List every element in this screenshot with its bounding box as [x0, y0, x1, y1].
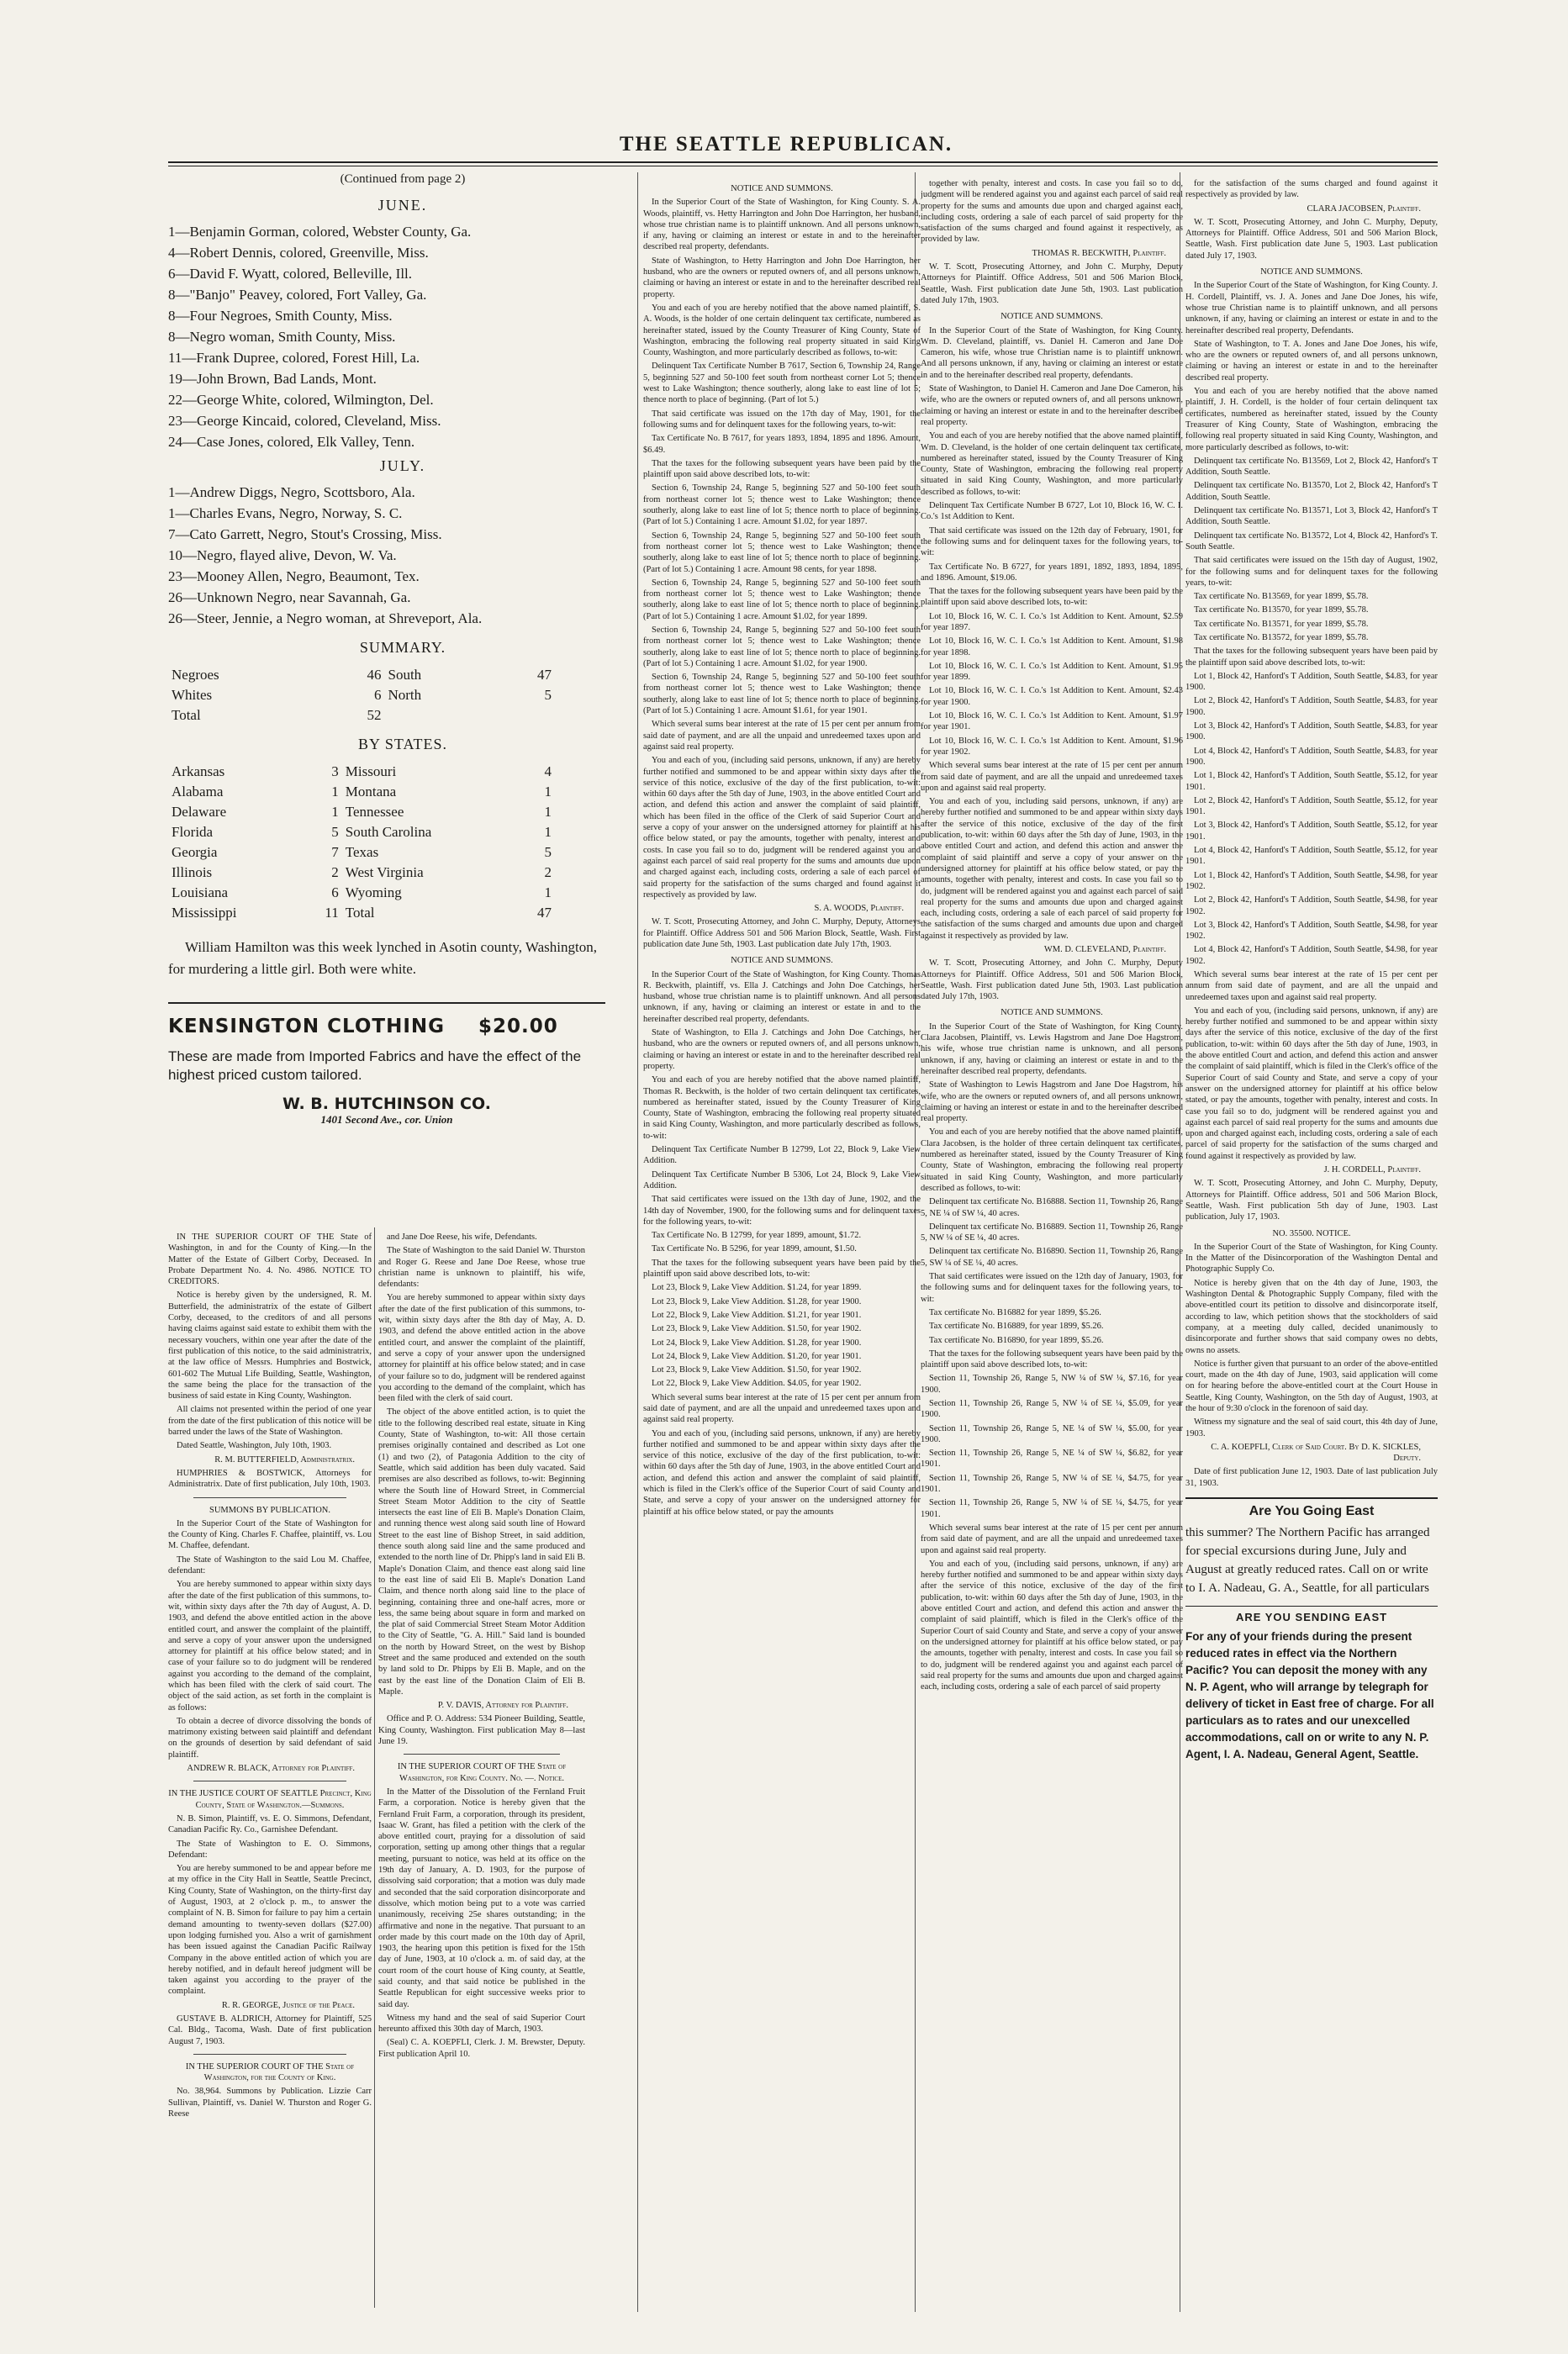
table-cell: North — [388, 687, 422, 703]
table-cell: Tennessee — [345, 804, 404, 820]
lynching-entry: 10—Negro, flayed alive, Devon, W. Va. — [168, 547, 397, 563]
notice-signature: P. V. DAVIS, Attorney for Plaintiff. — [437, 1701, 568, 1711]
table-row — [168, 883, 555, 903]
legal-column-4 — [921, 178, 1183, 2309]
table-cell: 2 — [331, 864, 339, 880]
lynching-entry: 22—George White, colored, Wilmington, Del. — [168, 392, 434, 408]
notice-paragraph: Lot 23, Block 9, Lake View Addition. $1.50, for year 1902. — [652, 1324, 862, 1334]
notice-paragraph: Delinquent tax certificate No. B13569, Lot 2, Block 42, Hanford's T Addition, South Seattle. — [1185, 456, 1438, 478]
notice-paragraph: No. 38,964. Summons by Publication. Lizzie Carr Sullivan, Plaintiff, vs. Daniel W. Thurston and Roger G. Reese — [168, 2087, 372, 2119]
notice-paragraph: W. T. Scott, Prosecuting Attorney, and John C. Murphy, Deputy Attorneys for Plaintiff. Office Address, 501 and 506 Marion Block, Seattle, Wash. First publication date June 5th, 1903. Last publication dated July 17th, 1903. — [921, 262, 1183, 305]
notice-title: NOTICE AND SUMMONS. — [1000, 1008, 1103, 1018]
table-cell: South — [388, 667, 422, 683]
notice-paragraph: In the Superior Court of the State of Washington, for King County. Thomas R. Beckwith, plaintiff, vs. Ella J. Catchings and John Doe Catchings, her husband, whose true christian name is to plaintiff unknown. And all persons unknown, if any, having or claiming an interest or estate in and to the hereinafter described real property, defendants. — [643, 969, 921, 1024]
notice-paragraph: Lot 1, Block 42, Hanford's T Addition, South Seattle, $4.83, for year 1900. — [1185, 671, 1438, 693]
table-row — [168, 705, 555, 726]
notice-paragraph: Section 11, Township 26, Range 5, NW ¼ of SE ¼, $4.75, for year 1901. — [921, 1473, 1183, 1495]
notice-paragraph: Lot 23, Block 9, Lake View Addition. $1.24, for year 1899. — [652, 1283, 862, 1293]
kensington-firm: W. B. HUTCHINSON CO. — [282, 1095, 491, 1113]
notice-paragraph: Lot 10, Block 16, W. C. I. Co.'s 1st Addition to Kent. Amount, $1.98 for year 1898. — [921, 636, 1183, 657]
notice-signature: ANDREW R. BLACK, Attorney for Plaintiff. — [187, 1764, 355, 1774]
notice-paragraph: Lot 3, Block 42, Hanford's T Addition, South Seattle, $4.83, for year 1900. — [1185, 721, 1438, 742]
notice-paragraph: All claims not presented within the period of one year from the date of the first publication of this notice will be barred under the laws of the State of Washington. — [168, 1405, 372, 1438]
notice-paragraph: That the taxes for the following subsequent years have been paid by the plaintiff upon said above described lots, to-wit: — [921, 1349, 1183, 1370]
lynching-entry: 6—David F. Wyatt, colored, Belleville, Ill. — [168, 266, 413, 282]
notice-title: SUMMONS BY PUBLICATION. — [209, 1505, 330, 1515]
table-row — [168, 822, 555, 842]
notice-paragraph: You and each of you, (including said persons, unknown, if any) are hereby further notified and summoned to be and appear within sixty days after the service of this notice, exclusive of the day of the first publication, to-wit: within 60 days after the 5th day of June, 1903, in the above entitled Court and action, and defend this action and answer the complaint of said plaintiff, which is filed in the Clerk's office of the Superior Court of said County and State, and serve a copy of your answer on the undersigned attorney for plaintiff at his office below stated, or pay the amounts, together with penalty, interest and costs. In case you fail so to do, judgment will be rendered against you and against each parcel of said real property for the sums and amounts due upon and charged against each, including costs, ordering a sale of each parcel of said property for the satisfaction of the sums charged and found against it respectively as provided by law. — [1185, 1005, 1438, 1161]
legal-column-5-body — [1185, 178, 1438, 1489]
notice-paragraph: Section 11, Township 26, Range 5, NW ¼ of SW ¼, $7.16, for year 1900. — [921, 1374, 1183, 1395]
notice-paragraph: Which several sums bear interest at the rate of 15 per cent per annum from said date of payment, and are all the unpaid and unredeemed taxes upon and against said real property. — [643, 720, 921, 752]
notice-paragraph: Delinquent Tax Certificate Number B 6727, Lot 10, Block 16, W. C. I. Co.'s 1st Addition to Kent. — [921, 501, 1183, 522]
table-cell: 1 — [544, 884, 552, 900]
notice-paragraph: Lot 10, Block 16, W. C. I. Co.'s 1st Addition to Kent. Amount, $1.97 for year 1901. — [921, 711, 1183, 732]
notice-paragraph: Tax certificate No. B13570, for year 1899, $5.78. — [1194, 605, 1369, 615]
table-row — [168, 842, 555, 863]
going-east-ad — [1185, 1497, 1438, 1597]
notice-signature: S. A. WOODS, Plaintiff. — [814, 904, 904, 914]
notice-paragraph: Tax certificate No. B16882 for year 1899, $5.26. — [929, 1307, 1101, 1317]
legal-column-3 — [643, 178, 921, 2309]
notice-paragraph: together with penalty, interest and costs. In case you fail so to do, judgment will be rendered against you and against each parcel of said real property for the sums and amounts due upon and charged against each, including costs, ordering a sale of each parcel of said property for the satisfaction of the sums charged and found against it respectively, as provided by law. — [921, 179, 1183, 245]
notice-paragraph: (Seal) C. A. KOEPFLI, Clerk. J. M. Brewster, Deputy. First publication April 10. — [378, 2038, 585, 2059]
notice-paragraph: Which several sums bear interest at the rate of 15 per cent per annum from said date of payment, and are all the unpaid and unredeemed taxes upon and against said real property. — [921, 1523, 1183, 1555]
notice-paragraph: In the Matter of the Dissolution of the Fernland Fruit Farm, a corporation. Notice is hereby given that the Fernland Fruit Farm, a corporation, through its president, Isaac W. Grant, has filed a petition with the clerk of the above entitled court, praying for a dissolution of said corporation, setting up among other things that a regular meeting, pursuant to notice, was held at its office on the 19th day of January, A. D. 1903, for the purpose of dissolving said corporation; that a motion was duly made and seconded that the said corporation disincorporate and dissolve, which motion being put to a vote was carried unanimously, receiving 25e shares outstanding; in the affirmative and none in the negative. That pursuant to an order made by this court made on the 10th day of April, 1903, the hearing upon this petition is fixed for the 15th day of June, 1903, at 10 o'clock a. m. of said day, at the court room of the court house of King county, at Seattle, said county, and that said notice be published in the Seattle Republican for eight successive weeks prior to said day. — [378, 1787, 585, 2009]
table-cell: Delaware — [172, 804, 227, 820]
notice-title: NOTICE AND SUMMONS. — [1000, 312, 1103, 322]
notice-paragraph: Lot 23, Block 9, Lake View Addition. $1.50, for year 1902. — [652, 1365, 862, 1375]
notice-paragraph: Section 6, Township 24, Range 5, beginning 527 and 50-100 feet south from northeast corner lot 5; thence west to Lake Washington; thence southerly, along lake to east line of lot 5; thence north to place of beginning. (Part of lot 5.) Containing 1 acre. Amount $1.02, for year 1899. — [643, 578, 921, 621]
notice-divider — [404, 1754, 560, 1755]
lynching-entry: 7—Cato Garrett, Negro, Stout's Crossing, Miss. — [168, 526, 442, 542]
notice-paragraph: You and each of you, (including said persons, unknown, if any) are hereby further notified and summoned to be and appear within sixty days after the service of this notice, exclusive of the day of the first publication, to-wit: within 60 days after the 5th day of June, 1903, in the above entitled Court and action, and defend this action and answer the complaint of said plaintiff, which has been filed in the office of the Clerk of said Superior Court and serve a copy of your answer on the undersigned attorney for plaintiff at his office below stated, or pay the amounts, together with penalty, interest and costs. In case you fail so to do, judgment will be rendered against you and against each parcel of said real property for the sums and amounts due upon and charged against each, including costs, ordering a sale of each parcel of said property for the satisfaction of the sums charged and found against it respectively as provided by law. — [643, 756, 921, 900]
masthead: THE SEATTLE REPUBLICAN. — [619, 133, 953, 156]
table-row — [168, 863, 555, 883]
notice-paragraph: Lot 10, Block 16, W. C. I. Co.'s 1st Addition to Kent. Amount, $1.96 for year 1902. — [921, 736, 1183, 757]
table-cell: Alabama — [172, 784, 224, 800]
summary-heading: SUMMARY. — [359, 639, 446, 656]
notice-paragraph: N. B. Simon, Plaintiff, vs. E. O. Simmons, Defendant, Canadian Pacific Ry. Co., Garnishee Defendant. — [168, 1813, 372, 1835]
continued-note: (Continued from page 2) — [340, 172, 466, 186]
kensington-ad — [168, 1002, 605, 1127]
table-cell: Illinois — [172, 864, 213, 880]
notice-paragraph: That said certificates were issued on the 12th day of January, 1903, for the following sums and for delinquent taxes for the following years, to-wit: — [921, 1272, 1183, 1304]
notice-paragraph: State of Washington, to Daniel H. Cameron and Jane Doe Cameron, his wife, who are the owners or reputed owners of, and all persons unknown, claiming or having an interest or estate in and to the hereinafter described real property. — [921, 384, 1183, 427]
notice-title: IN THE JUSTICE COURT OF SEATTLE Precinct, King County, State of Washington.—Summons. — [168, 1789, 372, 1810]
notice-paragraph: Tax certificate No. B16890, for year 1899, $5.26. — [929, 1335, 1104, 1345]
lynching-entry: 23—Mooney Allen, Negro, Beaumont, Tex. — [168, 568, 420, 584]
notice-paragraph: Section 11, Township 26, Range 5, NE ¼ of SW ¼, $6.82, for year 1901. — [921, 1449, 1183, 1470]
notice-paragraph: Lot 1, Block 42, Hanford's T Addition, South Seattle, $4.98, for year 1902. — [1185, 870, 1438, 891]
states-table — [168, 762, 555, 923]
notice-paragraph: You and each of you are hereby notified that the above named plaintiff, Thomas R. Beckwith, is the holder of two certain delinquent tax certificates, numbered as hereinafter stated, issued by the County Treasurer of King County, State of Washington, embracing the following real property situated in said King County, Washington, and more particularly described as follows, to-wit: — [643, 1075, 921, 1141]
notice-paragraph: Tax certificate No. B13569, for year 1899, $5.78. — [1194, 592, 1369, 602]
table-cell: Louisiana — [172, 884, 229, 900]
notice-paragraph: Lot 3, Block 42, Hanford's T Addition, South Seattle, $4.98, for year 1902. — [1185, 920, 1438, 942]
notice-paragraph: That said certificate was issued on the 12th day of February, 1901, for the following sums and for delinquent taxes for the following years, to-wit: — [921, 525, 1183, 558]
table-cell: 6 — [373, 687, 382, 703]
notice-paragraph: HUMPHRIES & BOSTWICK, Attorneys for Administratrix. Date of first publication, July 10th, 1903. — [168, 1468, 372, 1490]
notice-signature: WM. D. CLEVELAND, Plaintiff. — [1043, 945, 1166, 954]
notice-paragraph: The object of the above entitled action, is to quiet the title to the following described real estate, situate in King County, State of Washington, to-wit: All those certain premises originally contained and described as Lot one (1) and two (2), of Patagonia Addition to the city of Seattle, which said addition has been duly vacated. Said premises are also described as follows, to-wit: Beginning where the South line of Howard Street, in Commercial Street Steam Motor Addition to the city of Seattle intersects the east line of Eli B. Maple's Donation Claim, and running thence west along said south line of Howard Street to the east line of Bishop Street, in said addition, thence south along said line and the same produced and extended to the north line of Dr. Phipp's land in said Eli B. Maple's Donation Claim, and thence east along said line to the east line of said Eli B. Maple's Donation Land Claim, and thence north along said line to the place of beginning, containing three and one-half acres, more or less, the same being about square in form and marked on the plat of said Commercial Street Steam Motor Addition to the City of Seattle, "G. A. Hill." Said land is bounded on the north by Howard Street, on the west by Bishop Street and the same produced and extended on the south by land sold to Dr. Phipps by Eli B. Maple, and on the east by the east line of the Donation Claim of Eli B. Maple. — [378, 1407, 585, 1697]
notice-paragraph: Witness my hand and the seal of said Superior Court hereunto affixed this 30th day of March, 1903. — [378, 2013, 585, 2035]
notice-paragraph: State of Washington, to T. A. Jones and Jane Doe Jones, his wife, who are the owners or reputed owners of, and all persons unknown, claiming or having an interest or estate in and to the hereinafter described real property. — [1185, 339, 1438, 383]
table-cell: Florida — [172, 824, 214, 840]
table-cell: South Carolina — [345, 824, 432, 840]
table-cell: 11 — [325, 905, 339, 921]
table-cell: 47 — [537, 667, 552, 683]
notice-paragraph: Section 6, Township 24, Range 5, beginning 527 and 50-100 feet south from northeast corner lot 5; thence west to Lake Washington; thence southerly, along lake to east line of lot 5; thence north to place of beginning. (Part of lot 5.) Containing 1 acre. Amount $1.02, for year 1897. — [643, 483, 921, 527]
table-cell: Whites — [172, 687, 213, 703]
notice-paragraph: Tax Certificate No. B 7617, for years 1893, 1894, 1895 and 1896. Amount, $6.49. — [643, 434, 921, 455]
notice-paragraph: You and each of you are hereby notified that the above named plaintiff, S. A. Woods, is the holder of one certain delinquent tax certificate, numbered as hereinafter stated, issued by the County Treasurer of King County, State of Washington, embracing the following real property situated in said King County, Washington, and more particularly described as follows, to-wit: — [643, 303, 921, 358]
table-cell: 7 — [331, 844, 339, 860]
july-list — [168, 482, 637, 629]
notice-signature: J. H. CORDELL, Plaintiff. — [1323, 1165, 1421, 1175]
notice-paragraph: Delinquent Tax Certificate Number B 12799, Lot 22, Block 9, Lake View Addition. — [643, 1145, 921, 1166]
notice-paragraph: Which several sums bear interest at the rate of 15 per cent per annum from said date of payment, and are all the unpaid and unredeemed taxes upon and against said real property. — [1185, 970, 1438, 1002]
notice-signature: R. R. GEORGE, Justice of the Peace. — [221, 2000, 355, 2010]
notice-title: NO. 35500. NOTICE. — [1272, 1228, 1351, 1238]
lynching-entry: 4—Robert Dennis, colored, Greenville, Miss. — [168, 245, 429, 261]
table-cell: Negroes — [172, 667, 219, 683]
notice-paragraph: In the Superior Court of the State of Washington, for King County. Clara Jacobsen, Plaintiff, vs. Lewis Hagstrom and Jane Doe Hagstrom, his wife, whose true christian name is unknown, and all persons unknown, if any, having or claiming an interest or estate in and to the hereinafter described real property, defendants. — [921, 1021, 1183, 1076]
table-cell: Wyoming — [345, 884, 402, 900]
notice-paragraph: Tax certificate No. B13571, for year 1899, $5.78. — [1194, 619, 1369, 629]
legal-column-5 — [1185, 178, 1438, 2309]
table-row — [168, 685, 555, 705]
table-cell: Georgia — [172, 844, 218, 860]
table-cell: 1 — [331, 804, 339, 820]
table-cell: 4 — [544, 763, 552, 779]
table-cell: Arkansas — [172, 763, 225, 779]
notice-title: IN THE SUPERIOR COURT OF THE State of Washington, for the County of King. — [185, 2061, 355, 2083]
column-divider — [637, 172, 638, 2312]
notice-paragraph: Delinquent tax certificate No. B13572, Lot 4, Block 42, Hanford's T. South Seattle. — [1185, 530, 1438, 552]
legal-column-1a — [168, 1232, 372, 2308]
column-divider — [374, 1227, 375, 2308]
lynching-entry: 26—Unknown Negro, near Savannah, Ga. — [168, 589, 411, 605]
notice-paragraph: You and each of you are hereby notified that the above named plaintiff, J. H. Cordell, is the holder of four certain delinquent tax certificates, numbered as hereinafter stated, issued by the County Treasurer of King County, State of Washington, embracing the following real property situated in said King County, Washington, and more particularly described as follows, to-wit: — [1185, 387, 1438, 452]
notice-paragraph: Delinquent tax certificate No. B13570, Lot 2, Block 42, Hanford's T Addition, South Seattle. — [1185, 481, 1438, 502]
notice-signature: CLARA JACOBSEN, Plaintiff. — [1307, 203, 1421, 214]
notice-paragraph: Lot 10, Block 16, W. C. I. Co.'s 1st Addition to Kent. Amount, $2.43 for year 1900. — [921, 686, 1183, 707]
table-cell: 1 — [544, 824, 552, 840]
notice-paragraph: Delinquent Tax Certificate Number B 7617, Section 6, Township 24, Range 5, beginning 527 and 50-100 feet south from northeast corner Lot 5; thence west to Lake Washington; thence southerly, along lake to east line of lot 5; thence north to place of beginning. (Part of lot 5.) — [643, 362, 921, 405]
lynching-entry: 1—Benjamin Gorman, colored, Webster County, Ga. — [168, 224, 472, 240]
notice-paragraph: You and each of you are hereby notified that the above named plaintiff, Wm. D. Cleveland, is the holder of one certain delinquent tax certificate, numbered as hereinafter stated, issued by the County Treasurer of King County, State of Washington, embracing the following real property situated in said King County, Washington, and more particularly described as follows, to-wit: — [921, 431, 1183, 497]
notice-paragraph: You and each of you, including said persons, unknown, if any) are hereby further notified and summoned to be and appear within sixty days after the service of this notice, exclusive of the day of the first publication, to-wit: within 60 days after the 5th day of June, 1903, in the above entitled Court and action, and defend this action and answer the complaint of said plaintiff and serve a copy of your answer on the undersigned attorney for plaintiff at his office below stated, or pay the amounts, together with penalty, interest and costs. In case you fail so to do, judgment will be rendered against you and against each parcel of said real property for the sums and amounts due upon and charged against each, including costs, ordering a sale of each parcel of said property for the satisfaction of the sums charged and amounts due upon and charged against it respectively as provided by law. — [921, 797, 1183, 941]
table-cell: 3 — [331, 763, 339, 779]
notice-paragraph: That said certificates were issued on the 13th day of June, 1902, and the 14th day of November, 1900, for the following sums and for delinquent taxes for the following years, to-wit: — [643, 1195, 921, 1227]
notice-signature: THOMAS R. BECKWITH, Plaintiff. — [1032, 248, 1166, 258]
notice-paragraph: Lot 1, Block 42, Hanford's T Addition, South Seattle, $5.12, for year 1901. — [1185, 771, 1438, 792]
notice-signature: C. A. KOEPFLI, Clerk of Said Court. By D. K. SICKLES, Deputy. — [1211, 1442, 1421, 1464]
notice-paragraph: Lot 4, Block 42, Hanford's T Addition, South Seattle, $4.98, for year 1902. — [1185, 945, 1438, 966]
notice-paragraph: Section 6, Township 24, Range 5, beginning 527 and 50-100 feet south from northeast corner lot 5; thence west to Lake Washington; thence southerly, along lake to east line of lot 5; thence north to place of beginning. (Part of lot 5.) Containing 1 acre. Amount 98 cents, for year 1898. — [643, 530, 921, 574]
notice-paragraph: Section 6, Township 24, Range 5, beginning 527 and 50-100 feet south from northeast corner lot 5; thence west to Lake Washington; thence southerly, along lake to east line of lot 5; thence north to place of beginning. (Part of lot 5.) Containing 1 acre. Amount $1.61, for year 1901. — [643, 673, 921, 716]
notice-paragraph: Lot 4, Block 42, Hanford's T Addition, South Seattle, $4.83, for year 1900. — [1185, 746, 1438, 767]
lynching-entry: 19—John Brown, Bad Lands, Mont. — [168, 371, 377, 387]
notice-paragraph: That the taxes for the following subsequent years have been paid by the plaintiff upon said above described lots, to-wit: — [643, 458, 921, 480]
masthead-rule — [168, 161, 1438, 163]
lynching-entry: 11—Frank Dupree, colored, Forest Hill, La. — [168, 350, 420, 366]
lynching-entry: 1—Charles Evans, Negro, Norway, S. C. — [168, 505, 403, 521]
notice-paragraph: Lot 24, Block 9, Lake View Addition. $1.20, for year 1901. — [652, 1351, 862, 1361]
kensington-body: These are made from Imported Fabrics and have the effect of the highest priced custom tailored. — [168, 1048, 582, 1083]
table-row — [168, 903, 555, 923]
notice-paragraph: W. T. Scott, Prosecuting Attorney, and John C. Murphy, Deputy Attorneys for Plaintiff. Office Address, 501 and 506 Marion Block, Seattle, Wash. First publication dated June 5th, 1903. Last publication dated July 17th, 1903. — [921, 958, 1183, 1002]
going-east-body: this summer? The Northern Pacific has arranged for special excursions during June, July and August at greatly reduced rates. Call on or write to I. A. Nadeau, G. A., Seattle, for all particulars — [1185, 1526, 1430, 1596]
notice-divider — [193, 1497, 346, 1498]
notice-paragraph: Lot 22, Block 9, Lake View Addition. $1.21, for year 1901. — [652, 1310, 862, 1320]
table-cell: 2 — [544, 864, 552, 880]
notice-paragraph: The State of Washington to the said Lou M. Chaffee, defendant: — [168, 1554, 372, 1576]
notice-paragraph: Lot 22, Block 9, Lake View Addition. $4.05, for year 1902. — [652, 1379, 862, 1389]
notice-paragraph: In the Superior Court of the State of Washington, for King County. In the Matter of the Disincorporation of the Washington Dental and Photographic Supply Co. — [1185, 1242, 1438, 1275]
notice-paragraph: You and each of you are hereby notified that the above named plaintiff, Clara Jacobsen, is the holder of three certain delinquent tax certificates, numbered as hereinafter stated, issued by the County Treasurer of King County, State of Washington, embracing the following real property situated in said King County, Washington, and more particularly described as follows, to-wit: — [921, 1127, 1183, 1193]
notice-paragraph: Delinquent Tax Certificate Number B 5306, Lot 24, Block 9, Lake View Addition. — [643, 1169, 921, 1190]
table-cell: 1 — [544, 804, 552, 820]
table-row — [168, 782, 555, 802]
notice-paragraph: IN THE SUPERIOR COURT OF THE State of Washington, in and for the County of King.—In the Matter of the Estate of Gilbert Corby, Deceased. In Probate Department No. 4. No. 4986. NOTICE TO CREDITORS. — [168, 1232, 372, 1287]
table-cell: 5 — [331, 824, 339, 840]
lynching-note: William Hamilton was this week lynched in Asotin county, Washington, for murdering a little girl. Both were white. — [168, 939, 597, 977]
notice-paragraph: You are hereby summoned to appear within sixty days after the date of the first publication of this summons, to-wit, within sixty days after the 7th day of August, A. D. 1903, and defend the above entitled action in the above entitled court, and answer the complaint of the plaintiff, and serve a copy of your answer upon the undersigned attorney for plaintiff at his office below stated; and in case of your failure so to do judgment will be rendered against you according to the demand of the complaint, which has been filed with the clerk of said court. The object of the said action, as set forth in the complaint is as follows: — [168, 1580, 372, 1713]
notice-paragraph: Lot 23, Block 9, Lake View Addition. $1.28, for year 1900. — [652, 1296, 862, 1306]
notice-paragraph: Lot 24, Block 9, Lake View Addition. $1.28, for year 1900. — [652, 1338, 862, 1348]
notice-paragraph: for the satisfaction of the sums charged and found against it respectively as provided by law. — [1185, 179, 1438, 200]
table-cell: Total — [345, 905, 375, 921]
table-cell: 47 — [537, 905, 552, 921]
notice-paragraph: Section 11, Township 26, Range 5, NW ¼ of SE ¼, $4.75, for year 1901. — [921, 1498, 1183, 1519]
notice-paragraph: Notice is further given that pursuant to an order of the above-entitled court, made on the 4th day of June, 1903, said application will come on for hearing before the above-entitled court at the Court House in Seattle, King County, Washington, on the 5th day of August, 1903, at the hour of 9:30 o'clock in the forenoon of said day. — [1185, 1359, 1438, 1413]
notice-paragraph: Which several sums bear interest at the rate of 15 per cent per annum from said date of payment, and are all the unpaid and unredeemed taxes upon and against said real property. — [921, 761, 1183, 793]
lynching-record — [168, 172, 637, 1215]
notice-title: NOTICE AND SUMMONS. — [731, 956, 833, 966]
table-cell: Montana — [345, 784, 397, 800]
table-cell: 1 — [331, 784, 339, 800]
table-cell: 46 — [367, 667, 382, 683]
table-cell: 5 — [544, 844, 552, 860]
notice-paragraph: W. T. Scott, Prosecuting Attorney, and John C. Murphy, Deputy, Attorneys for Plaintiff. Office address, 501 and 506 Marion Block, Seattle, Wash. First publication 5th day of June, 1903. Last publication, July 17, 1903. — [1185, 1179, 1438, 1222]
sending-east-ad — [1185, 1606, 1438, 1762]
notice-paragraph: Lot 10, Block 16, W. C. I. Co.'s 1st Addition to Kent. Amount, $2.59 for year 1897. — [921, 611, 1183, 632]
table-row — [168, 802, 555, 822]
notice-paragraph: That said certificates were issued on the 15th day of August, 1902, for the following sums and for delinquent taxes for the following years, to-wit: — [1185, 556, 1438, 588]
notice-paragraph: Lot 2, Block 42, Hanford's T Addition, South Seattle, $4.98, for year 1902. — [1185, 895, 1438, 916]
lynching-entry: 8—Negro woman, Smith County, Miss. — [168, 329, 396, 345]
notice-title: NOTICE AND SUMMONS. — [731, 184, 833, 193]
notice-paragraph: You and each of you, (including said persons, unknown, if any) are hereby further notified and summoned to be and appear within sixty days after the service of this notice, exclusive of the day of the first publication, to-wit: within 60 days after the 5th day of June, 1903, in the above entitled Court and action, and defend this action and answer the complaint of said plaintiff, which is filed in the Clerk's office of the Superior Court of said County and State, and serve a copy of your answer on the undersigned attorney for plaintiff at his office below stated, or pay the amounts — [643, 1428, 921, 1517]
table-cell: 52 — [367, 707, 382, 723]
notice-paragraph: Delinquent tax certificate No. B16890. Section 11, Township 26, Range 5, SW ¼ of SE ¼, 40 acres. — [921, 1247, 1183, 1268]
notice-paragraph: You are hereby summoned to be and appear before me at my office in the City Hall in Seattle, Seattle Precinct, King County, State of Washington, on the thirty-first day of August, 1903, at 2 o'clock p. m., to answer the complaint of N. B. Simon for failure to pay him a certain demand amounting to twenty-seven dollars ($27.00) upon lodging furnished you. Also a writ of garnishment has been issued against the Canadian Pacific Railway Company in the above entitled action of which you are hereby notified, and in default hereof judgment will be taken against you according to the prayer of the complaint. — [168, 1864, 372, 1997]
july-heading: JULY. — [379, 457, 426, 474]
lynching-entry: 8—"Banjo" Peavey, colored, Fort Valley, Ga. — [168, 287, 427, 303]
notice-paragraph: Office and P. O. Address: 534 Pioneer Building, Seattle, King County, Washington. First publication May 8—last June 19. — [378, 1714, 585, 1747]
notice-paragraph: Delinquent tax certificate No. B16888. Section 11, Township 26, Range 5, NE ¼ of SW ¼, 40 acres. — [921, 1197, 1183, 1218]
notice-paragraph: State of Washington, to Ella J. Catchings and John Doe Catchings, her husband, who are the owners or reputed owners of, and all persons unknown, claiming or having an interest or estate in and to the hereinafter described real property. — [643, 1028, 921, 1071]
lynching-entry: 8—Four Negroes, Smith County, Miss. — [168, 308, 393, 324]
table-cell — [384, 705, 515, 726]
notice-paragraph: That said certificate was issued on the 17th day of May, 1901, for the following sums and for delinquent taxes for the following years, to-wit: — [643, 409, 921, 430]
notice-paragraph: Date of first publication June 12, 1903. Date of last publication July 31, 1903. — [1185, 1467, 1438, 1488]
table-cell: 5 — [544, 687, 552, 703]
notice-paragraph: State of Washington to Lewis Hagstrom and Jane Doe Hagstrom, his wife, who are the owners or reputed owners of, and all persons unknown, claiming or having an interest or estate in and to the hereinafter described real property. — [921, 1080, 1183, 1124]
notice-paragraph: Section 11, Township 26, Range 5, NE ¼ of SW ¼, $5.00, for year 1900. — [921, 1423, 1183, 1444]
kensington-title: KENSINGTON CLOTHING $20.00 — [168, 1016, 558, 1037]
notice-signature: R. M. BUTTERFIELD, Administratrix. — [214, 1454, 355, 1465]
sending-east-body: For any of your friends during the present reduced rates in effect via the Northern Pacific? You can deposit the money with any N. P. Agent, who will arrange by telegraph for delivery of ticket in East free of charge. For all particulars as to rates and our unexcelled accommodations, call on or write to any N. P. Agent, I. A. Nadeau, General Agent, Seattle. — [1185, 1629, 1434, 1760]
notice-paragraph: Which several sums bear interest at the rate of 15 per cent per annum from said date of payment, and are all the unpaid and unredeemed taxes upon and against said real property. — [643, 1392, 921, 1425]
notice-paragraph: Section 6, Township 24, Range 5, beginning 527 and 50-100 feet south from northeast corner lot 5; thence west to Lake Washington; thence southerly, along lake to east line of lot 5; thence north to place of beginning. (Part of lot 5.) Containing 1 acre. Amount $1.02, for year 1900. — [643, 625, 921, 668]
lynching-entry: 26—Steer, Jennie, a Negro woman, at Shreveport, Ala. — [168, 610, 483, 626]
notice-paragraph: Lot 3, Block 42, Hanford's T Addition, South Seattle, $5.12, for year 1901. — [1185, 821, 1438, 842]
notice-title: IN THE SUPERIOR COURT OF THE State of Washington, for King County. No. —. Notice. — [397, 1762, 567, 1783]
notice-paragraph: That the taxes for the following subsequent years have been paid by the plaintiff upon said above described lots, to-wit: — [1185, 647, 1438, 668]
table-row — [168, 762, 555, 782]
kensington-address: 1401 Second Ave., cor. Union — [320, 1113, 453, 1126]
notice-paragraph: W. T. Scott, Prosecuting Attorney, and John C. Murphy, Deputy, Attorneys for Plaintiff. Office Address 501 and 506 Marion Block, Seattle, Wash. First publication date June 5th, 1903. Last publication date July 17th, 1903. — [643, 917, 921, 949]
notice-paragraph: Tax certificate No. B13572, for year 1899, $5.78. — [1194, 632, 1369, 642]
notice-paragraph: Notice is hereby given that on the 4th day of June, 1903, the Washington Dental & Photographic Supply Company, filed with the above-entitled court its petition to dissolve and disincorporate itself, according to law, which petition shows that the stockholders of said company, at a meeting duly called, decided unanimously to disincorporate and further shows that said company owes no debts, owns no assets. — [1185, 1278, 1438, 1355]
notice-divider — [193, 2054, 346, 2055]
table-cell: Missouri — [345, 763, 397, 779]
notice-paragraph: Tax Certificate No. B 6727, for years 1891, 1892, 1893, 1894, 1895, and 1896. Amount, $19.06. — [921, 562, 1183, 583]
notice-paragraph: and Jane Doe Reese, his wife, Defendants. — [387, 1232, 537, 1242]
notice-paragraph: Dated Seattle, Washington, July 10th, 1903. — [177, 1441, 332, 1451]
notice-paragraph: Lot 2, Block 42, Hanford's T Addition, South Seattle, $5.12, for year 1901. — [1185, 795, 1438, 817]
summary-table — [168, 665, 555, 726]
notice-paragraph: Lot 2, Block 42, Hanford's T Addition, South Seattle, $4.83, for year 1900. — [1185, 696, 1438, 717]
june-heading: JUNE. — [377, 197, 428, 214]
legal-column-1b — [378, 1232, 585, 2308]
lynching-entry: 23—George Kincaid, colored, Cleveland, Miss. — [168, 413, 441, 429]
lynching-entry: 1—Andrew Diggs, Negro, Scottsboro, Ala. — [168, 484, 415, 500]
notice-paragraph: Lot 10, Block 16, W. C. I. Co.'s 1st Addition to Kent. Amount, $1.95 for year 1899. — [921, 661, 1183, 683]
table-cell — [515, 705, 555, 726]
table-cell: West Virginia — [345, 864, 424, 880]
notice-paragraph: Tax certificate No. B16889, for year 1899, $5.26. — [929, 1322, 1104, 1332]
table-cell: Texas — [345, 844, 379, 860]
notice-paragraph: Tax Certificate No. B 12799, for year 1899, amount, $1.72. — [652, 1231, 862, 1241]
notice-paragraph: Notice is hereby given by the undersigned, R. M. Butterfield, the administratrix of the estate of Gilbert Corby, deceased, to the creditors of and all persons having claims against said estate to exhibit them with the necessary vouchers, within one year after the date of the first publication of this notice, to the said administratrix, at the law office of Messrs. Humphries and Bostwick, 601-602 The Mutual Life Building, Seattle, Washington, the same being the place for the transaction of the business of said estate in King County, Washington. — [168, 1290, 372, 1401]
notice-paragraph: In the Superior Court of the State of Washington for the County of King. Charles F. Chaffee, plaintiff, vs. Lou M. Chaffee, defendant. — [168, 1518, 372, 1551]
notice-title: NOTICE AND SUMMONS. — [1260, 267, 1363, 277]
lynching-entry: 24—Case Jones, colored, Elk Valley, Tenn. — [168, 434, 415, 450]
going-east-title: Are You Going East — [1249, 1504, 1375, 1519]
june-list — [168, 221, 637, 452]
notice-paragraph: You are hereby summoned to appear within sixty days after the date of the first publication of this summons, to-wit, within sixty days after the 8th day of May, A. D. 1903, and defend the above entitled action in the above entitled court, and answer the complaint of the plaintiff, and serve a copy of your answer upon the undersigned attorney for plaintiff at his office below stated; and in case of your failure so to do, judgment will be rendered against you according to the demand of the complaint, which has been filed with the clerk of said court. — [378, 1293, 585, 1404]
notice-paragraph: W. T. Scott, Prosecuting Attorney, and John C. Murphy, Deputy, Attorneys for Plaintiff. Office Address, 501 and 506 Marion Block, Seattle, Wash. First publication date June 5, 1903. Last publication dated July 17, 1903. — [1185, 217, 1438, 261]
notice-paragraph: You and each of you, (including said persons, unknown, if any) are hereby further notified and summoned to be and appear within sixty days after the service of this notice, exclusive of the day of the first publication, to-wit: within 60 days after the 5th day of June, 1903, in the above entitled Court and action, and defend this action and answer the complaint of said plaintiff, which is filed in the Clerk's office of the Superior Court of said County and State, and serve a copy of your answer on the undersigned attorney for plaintiff at his office below stated, or pay the amounts, together with penalty, interest and costs. In case you fail so to do, judgment will be rendered against you and against each parcel of said real property for the sums and amounts due upon and charged against each, including costs, ordering a sale of each parcel of said property — [921, 1559, 1183, 1692]
notice-paragraph: The State of Washington to the said Daniel W. Thurston and Roger G. Reese and Jane Doe Reese, whose true christian name is unknown to plaintiff, his wife, defendants: — [378, 1246, 585, 1290]
notice-paragraph: Witness my signature and the seal of said court, this 4th day of June, 1903. — [1185, 1417, 1438, 1438]
notice-paragraph: In the Superior Court of the State of Washington, for King County. J. H. Cordell, Plaintiff, vs. J. A. Jones and Jane Doe Jones, his wife, whose true Christian name is to plaintiff unknown, and all persons unknown, if any, having or claiming an interest or estate in and to the hereinafter described real property, Defendants. — [1185, 281, 1438, 335]
table-cell: 1 — [544, 784, 552, 800]
notice-paragraph: Section 11, Township 26, Range 5, NW ¼ of SE ¼, $5.09, for year 1900. — [921, 1398, 1183, 1420]
notice-paragraph: To obtain a decree of divorce dissolving the bonds of matrimony existing between said plaintiff and defendant on the grounds of desertion by said defendant of said plaintiff. — [168, 1716, 372, 1760]
notice-paragraph: State of Washington, to Hetty Harrington and John Doe Harrington, her husband, who are the owners or reputed owners of, and all persons unknown, claiming or having an interest or estate in and to the hereinafter described real property. — [643, 256, 921, 299]
states-heading: BY STATES. — [358, 736, 447, 752]
notice-paragraph: The State of Washington to E. O. Simmons, Defendant: — [168, 1839, 372, 1860]
notice-paragraph: Tax Certificate No. B 5296, for year 1899, amount, $1.50. — [652, 1244, 857, 1254]
table-row — [168, 665, 555, 685]
notice-paragraph: Lot 4, Block 42, Hanford's T Addition, South Seattle, $5.12, for year 1901. — [1185, 846, 1438, 867]
table-cell: Total — [172, 707, 201, 723]
sending-east-title: ARE YOU SENDING EAST — [1235, 1611, 1388, 1624]
notice-paragraph: In the Superior Court of the State of Washington, for King County. S. A. Woods, plaintiff, vs. Hetty Harrington and John Doe Harrington, her husband, whose true christian name is to plaintiff unknown. And all persons unknown, if any, having or claiming an interest or estate in and to the hereinafter described real property, defendants. — [643, 198, 921, 252]
notice-paragraph: That the taxes for the following subsequent years have been paid by the plaintiff upon said above described lots, to-wit: — [643, 1258, 921, 1280]
notice-paragraph: Delinquent tax certificate No. B16889. Section 11, Township 26, Range 5, NW ¼ of SE ¼, 40 acres. — [921, 1222, 1183, 1243]
table-cell: Mississippi — [172, 905, 237, 921]
notice-paragraph: That the taxes for the following subsequent years have been paid by the plaintiff upon said above described lots, to-wit: — [921, 587, 1183, 608]
table-cell: 6 — [331, 884, 339, 900]
notice-paragraph: GUSTAVE B. ALDRICH, Attorney for Plaintiff, 525 Cal. Bldg., Tacoma, Wash. Date of first publication August 7, 1903. — [168, 2014, 372, 2046]
notice-paragraph: In the Superior Court of the State of Washington, for King County. Wm. D. Cleveland, plaintiff, vs. Daniel H. Cameron and Jane Doe Cameron, his wife, whose true Christian name is to plaintiff unknown. And all persons unknown, if any, having or claiming an interest or estate in and to the hereinafter described real property, defendants. — [921, 325, 1183, 380]
notice-paragraph: Delinquent tax certificate No. B13571, Lot 3, Block 42, Hanford's T Addition, South Seattle. — [1185, 506, 1438, 527]
